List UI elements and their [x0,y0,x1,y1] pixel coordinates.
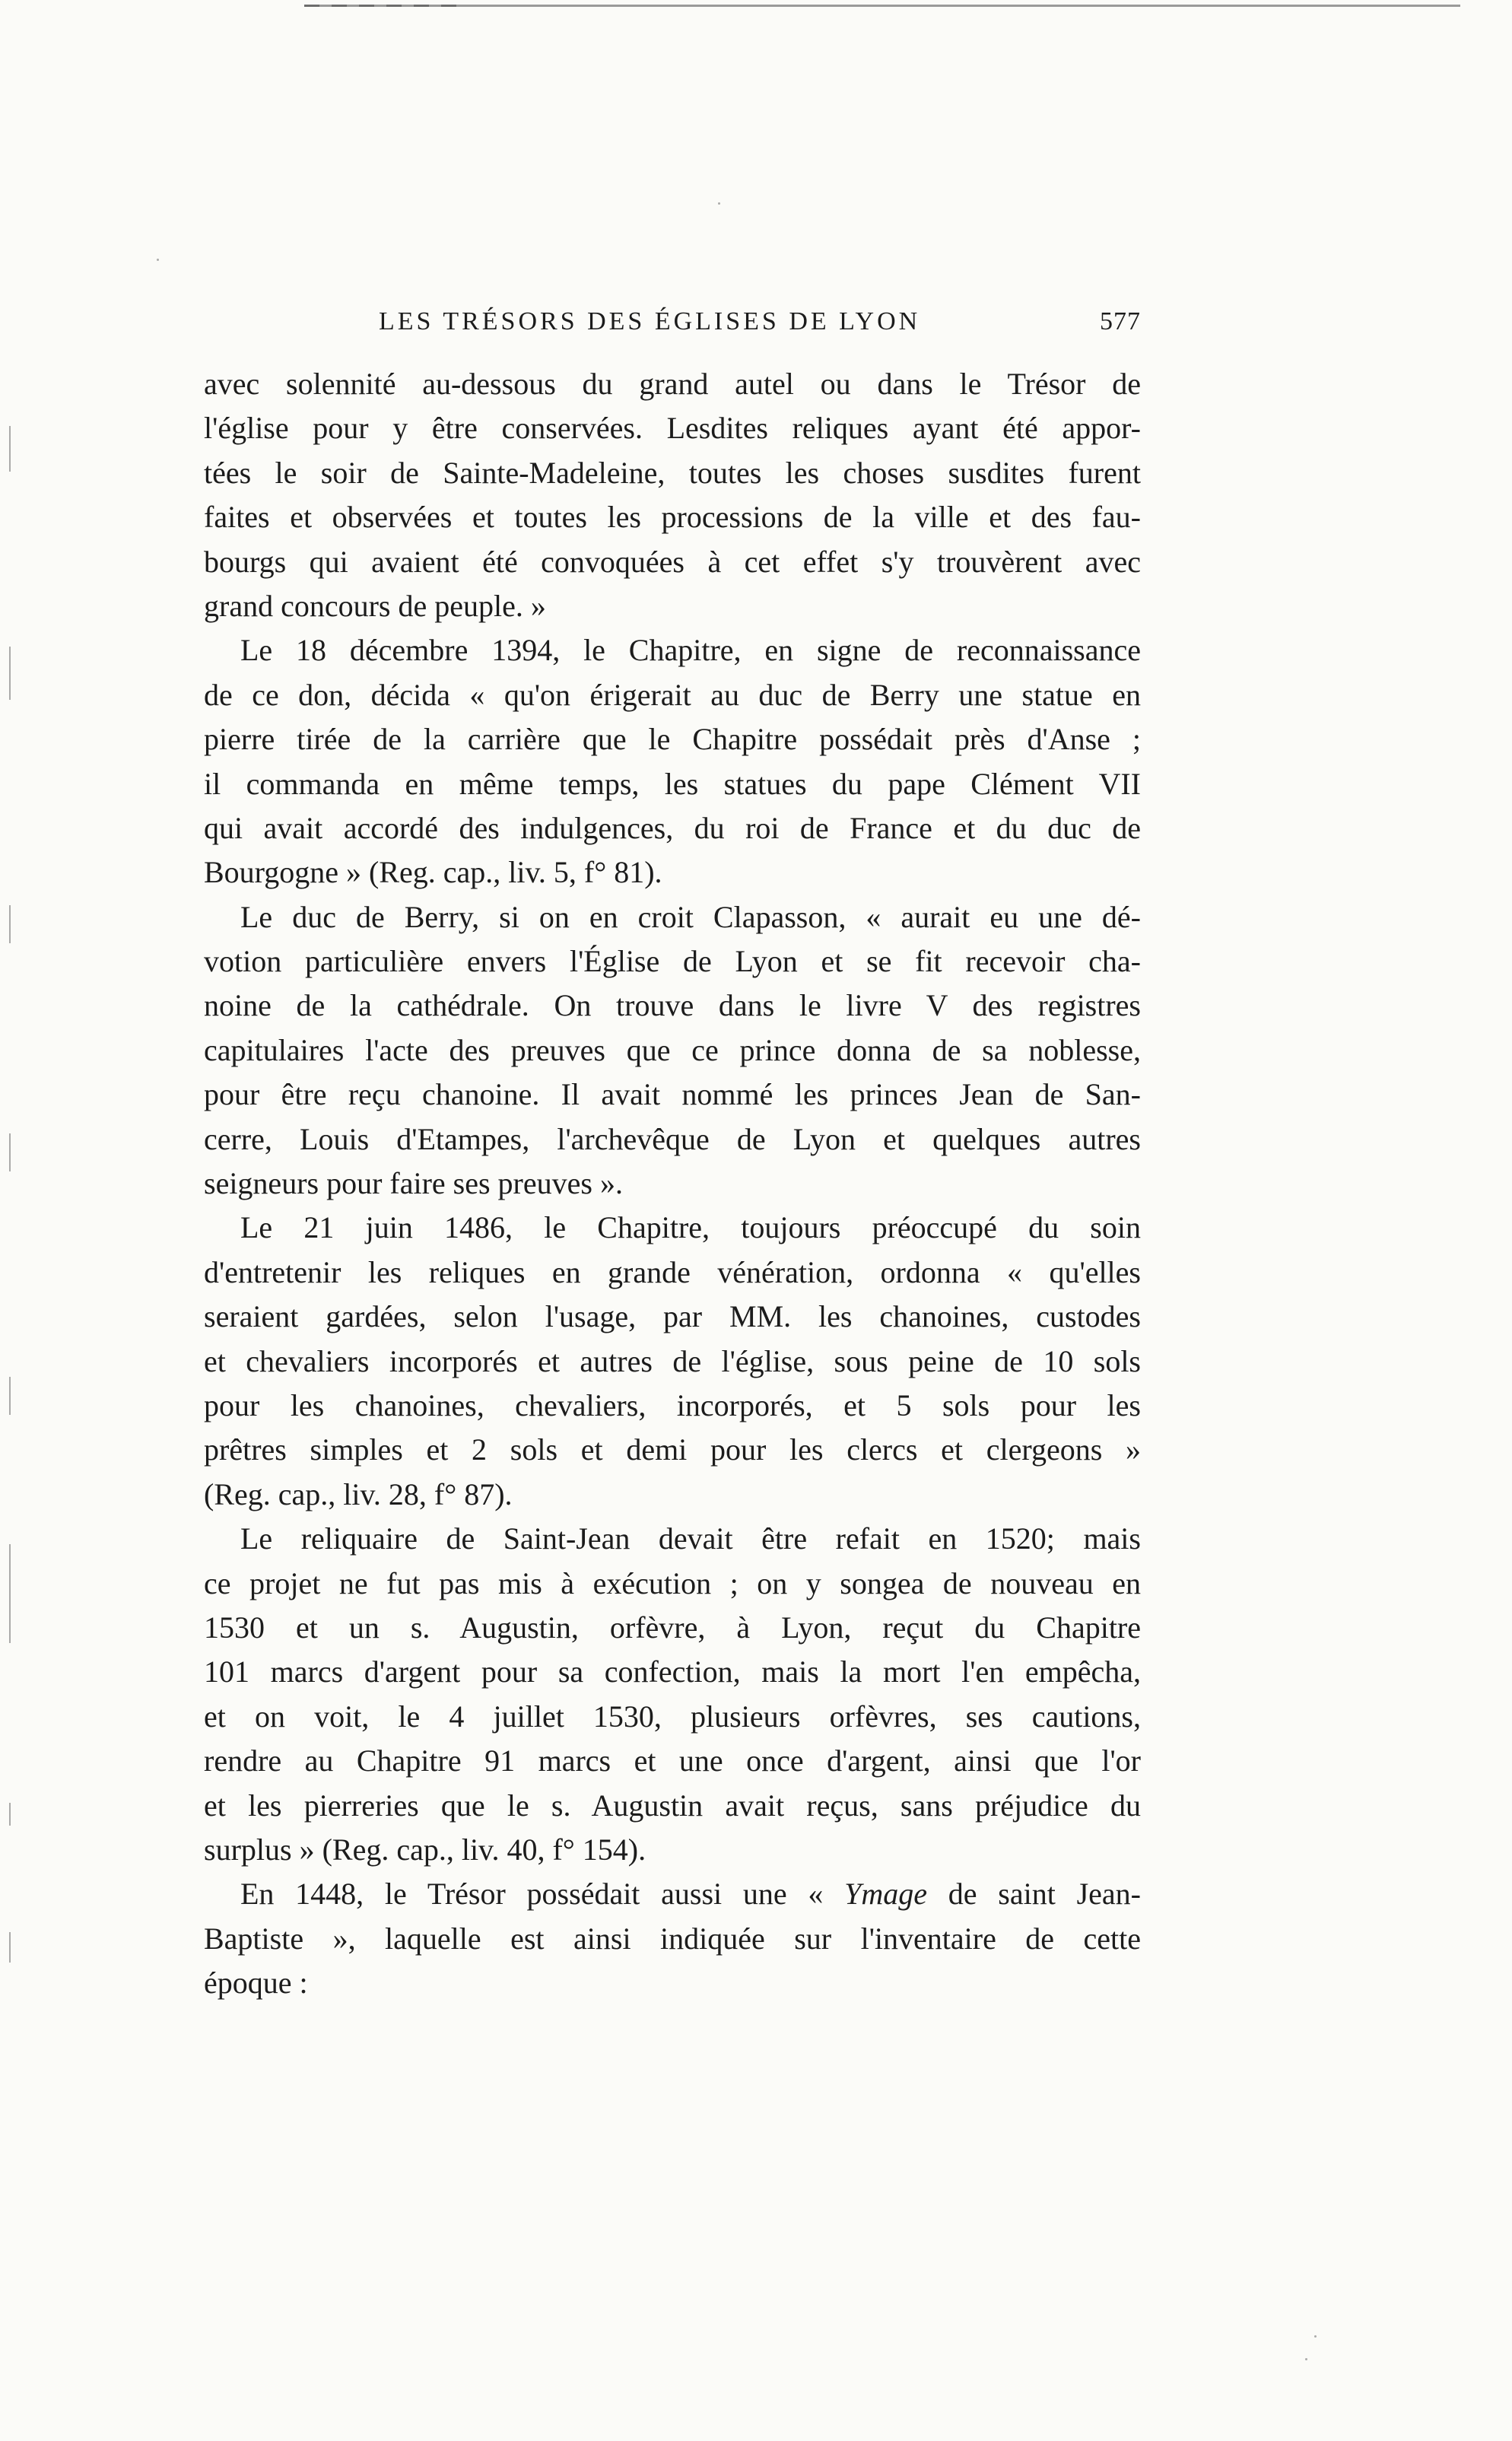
margin-mark [9,1377,11,1415]
running-title: LES TRÉSORS DES ÉGLISES DE LYON [379,307,921,335]
text-line: 101 marcs d'argent pour sa confection, mais la mort l'en empêcha, [204,1654,1141,1689]
text-line: pierre tirée de la carrière que le Chapitre possédait près d'Anse ; [204,722,1141,757]
text-line: Le duc de Berry, si on en croit Clapasson, « aurait eu une dé- [240,899,1141,934]
text-line: d'entretenir les reliques en grande vénération, ordonna « qu'elles [204,1254,1141,1289]
margin-mark [9,426,11,472]
text-line: pour les chanoines, chevaliers, incorporés, et 5 sols pour les [204,1387,1141,1422]
text-line: votion particulière envers l'Église de Lyon et se fit recevoir cha- [204,944,1141,979]
speck [718,202,720,205]
text-line: Baptiste », laquelle est ainsi indiquée sur l'inventaire de cette [204,1921,1141,1956]
text-line: seigneurs pour faire ses preuves ». [204,1166,623,1201]
text-line [204,1872,1141,1916]
text-line: Le 21 juin 1486, le Chapitre, toujours préoccupé du soin [240,1210,1141,1245]
text-line: tées le soir de Sainte-Madeleine, toutes les choses susdites furent [204,455,1141,490]
text-line: 1530 et un s. Augustin, orfèvre, à Lyon, reçut du Chapitre [204,1610,1141,1645]
margin-mark [9,905,11,943]
text-line: pour être reçu chanoine. Il avait nommé les princes Jean de San- [204,1077,1141,1112]
text-line: qui avait accordé des indulgences, du roi de France et du duc de [204,810,1141,845]
text-line: prêtres simples et 2 sols et demi pour les clercs et clergeons » [204,1432,1141,1467]
text-line: grand concours de peuple. » [204,588,546,623]
text-line: (Reg. cap., liv. 28, f° 87). [204,1476,513,1511]
text-line: bourgs qui avaient été convoquées à cet effet s'y trouvèrent avec [204,544,1141,579]
margin-mark [9,1932,11,1963]
text-line: capitulaires l'acte des preuves que ce prince donna de sa noblesse, [204,1032,1141,1067]
text-line: rendre au Chapitre 91 marcs et une once d'argent, ainsi que l'or [204,1743,1141,1778]
text-line: noine de la cathédrale. On trouve dans le livre V des registres [204,988,1141,1023]
speck [1314,2335,1317,2338]
margin-mark [9,647,11,700]
speck [157,259,159,261]
text-line: époque : [204,1966,308,2001]
speck [1305,2358,1307,2360]
margin-mark [9,1803,11,1826]
text-line: et on voit, le 4 juillet 1530, plusieurs orfèvres, ses cautions, [204,1699,1141,1734]
text-line: l'église pour y être conservées. Lesdites reliques ayant été appor- [204,411,1141,446]
page-header [379,307,1141,353]
text-line: ce projet ne fut pas mis à exécution ; on y songea de nouveau en [204,1565,1141,1600]
text-fragment: de saint Jean- [927,1877,1141,1912]
text-line: Bourgogne » (Reg. cap., liv. 5, f° 81). [204,855,662,890]
text-line: Le reliquaire de Saint-Jean devait être refait en 1520; mais [240,1521,1141,1556]
margin-mark [9,1544,11,1643]
text-line: et chevaliers incorporés et autres de l'église, sous peine de 10 sols [204,1343,1141,1378]
text-fragment: En 1448, le Trésor possédait aussi une « [240,1877,845,1912]
margin-mark [9,1133,11,1171]
text-line: et les pierreries que le s. Augustin avait reçus, sans préjudice du [204,1788,1141,1823]
text-line: avec solennité au-dessous du grand autel ou dans le Trésor de [204,367,1141,401]
page-number: 577 [1100,307,1141,335]
text-line: il commanda en même temps, les statues du pape Clément VII [204,766,1141,801]
body-text [204,362,1141,2005]
text-line: de ce don, décida « qu'on érigerait au duc de Berry une statue en [204,677,1141,712]
text-line: surplus » (Reg. cap., liv. 40, f° 154). [204,1832,646,1867]
top-rule [304,5,1460,7]
text-line: Le 18 décembre 1394, le Chapitre, en signe de reconnaissance [240,633,1141,668]
text-line: faites et observées et toutes les processions de la ville et des fau- [204,500,1141,535]
text-line: seraient gardées, selon l'usage, par MM. les chanoines, custodes [204,1299,1141,1334]
text-line: cerre, Louis d'Etampes, l'archevêque de Lyon et quelques autres [204,1121,1141,1156]
italic-word: Ymage [844,1877,928,1912]
